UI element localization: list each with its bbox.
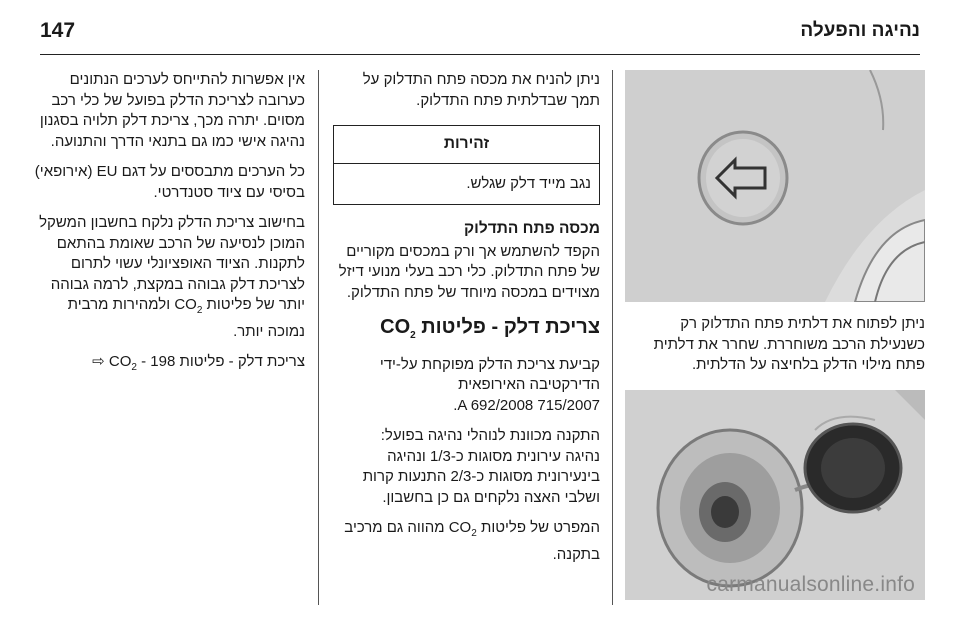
weight-note-prefix: בחישוב צריכת הדלק נלקח בחשבון המשקל המוכן לנסיעה של הרכב שאומת בהתאם לתקנות. הציוד האופציונלי עשוי לתרום לצריכת דלק גבוהה במקצת, לרמה גבוהה יותר של פליטות CO (39, 214, 305, 313)
cap-holder-text: ניתן להניח את מכסה פתח התדלוק על תמך שבדלתית פתח התדלוק. (362, 71, 600, 109)
urban-share-text: נהיגה עירונית מסוגות כ- (450, 447, 600, 465)
caution-body: נגב מייד דלק שגלש. (466, 174, 591, 192)
extra-urban-share-fraction: 2/3 (450, 468, 472, 485)
co2-heading-subscript: 2 (410, 330, 416, 341)
co2-spec-subscript: 2 (471, 528, 477, 539)
cross-reference-prefix: צריכת דלק - פליטות CO (108, 353, 305, 370)
driving-cycle-text (333, 426, 600, 508)
directive-reference: A 692/2008 715/2007. (453, 396, 600, 414)
co2-spec-suffix: מהווה גם מרכיב בתקנה. (344, 519, 600, 563)
directive-sentence: קביעת צריכת הדלק מפוקחת על-ידי הדירקטיבה האירופאית (379, 355, 600, 393)
weight-note (30, 213, 305, 342)
weight-note-subscript: 2 (196, 305, 203, 316)
extra-urban-share-text: בינעירונית מסוגות כ- (471, 468, 600, 485)
column-divider-left (318, 70, 319, 605)
co2-spec-prefix: המפרט של פליטות CO (448, 519, 600, 536)
fuel-door-open-illustration (625, 390, 925, 600)
section-title: נהיגה והפעלה (800, 20, 920, 41)
fuel-door-open-instructions: ניתן לפתוח את דלתית פתח התדלוק רק כשנעילת הרכב משוחררת. שחרר את דלתית פתח מילוי הדלק בלחיצה על הדלתית. (653, 315, 925, 373)
caution-title: זהירות (334, 126, 599, 164)
co2-heading-text: צריכת דלק - פליטות CO (380, 316, 600, 338)
middle-column (333, 70, 600, 575)
header-divider (40, 54, 920, 55)
caution-box (333, 125, 600, 205)
left-column (30, 70, 305, 389)
values-disclaimer: אין אפשרות להתייחס לערכים הנתונים כערובה לצריכת הדלק בפועל של כלי רכב מסוים. יתרה מכך, צריכת דלק תלויה בסגנון נהיגה אישי כמו גם בתנאי הדרך והתנועה. (39, 71, 305, 150)
page-header (40, 14, 920, 48)
arrow-ref-icon: ⇨ (92, 353, 105, 370)
fuel-door-closed-illustration (625, 70, 925, 302)
driving-cycle-intro: התקנה מכוונת לנוהלי נהיגה בפועל: (380, 427, 600, 444)
cross-reference-page[interactable]: - 198 (104, 353, 176, 370)
co2-heading (333, 317, 600, 347)
urban-share-fraction: 1/3 (430, 447, 451, 465)
fuel-cap-heading: מכסה פתח התדלוק (464, 220, 600, 237)
co2-spec-text (333, 518, 600, 565)
acceleration-text: ושלבי האצה נלקחים גם כן בחשבון. (382, 488, 600, 506)
weight-note-suffix: ולמהירות מרבית נמוכה יותר. (67, 296, 305, 340)
column-divider-right (612, 70, 613, 605)
cross-reference (30, 352, 305, 379)
urban-share-suffix: ונהיגה (387, 447, 430, 465)
directive-text (333, 355, 600, 417)
extra-urban-share-suffix: התנעות קרות (362, 468, 451, 485)
fuel-cap-text: הקפד להשתמש אך ורק במכסים מקוריים של פתח התדלוק. כלי רכב בעלי מנועי דיזל מצוידים במכסה מיוחד של פתח התדלוק. (338, 242, 600, 301)
eu-model-note: כל הערכים מתבססים על דגם EU (אירופאי) בסיסי עם ציוד סטנדרטי. (34, 163, 305, 201)
cross-reference-subscript: 2 (131, 362, 137, 373)
watermark: carmanualsonline.info (706, 573, 915, 596)
fuel-door-closed-photo (625, 70, 925, 302)
fuel-door-open-photo (625, 390, 925, 600)
right-column (625, 70, 925, 600)
page-number: 147 (40, 19, 76, 42)
